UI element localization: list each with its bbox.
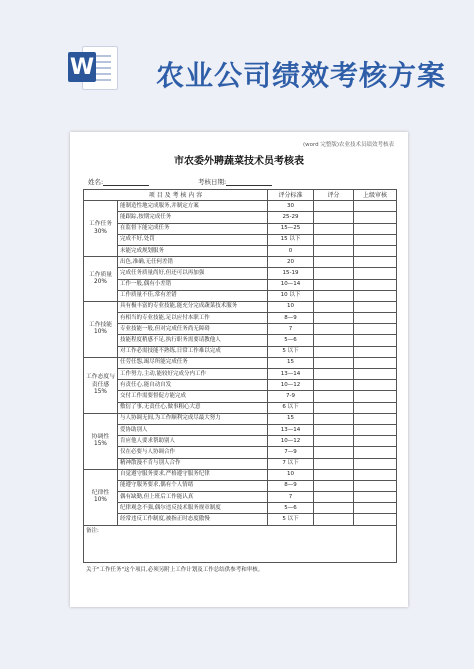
word-app-icon: W [68, 44, 118, 90]
table-row [84, 480, 397, 491]
score-cell [314, 313, 354, 324]
table-row [84, 313, 397, 324]
standard-cell: 0 [268, 245, 314, 256]
table-row [84, 290, 397, 301]
category-cell: 工作态度与责任感 15% [84, 357, 118, 413]
table-row [84, 201, 397, 212]
score-cell [314, 424, 354, 435]
score-cell [314, 413, 354, 424]
criteria-cell: 肯应他人要求帮助别人 [118, 436, 268, 447]
score-cell [314, 391, 354, 402]
criteria-cell: 出色,准确,无任何差错 [118, 257, 268, 268]
criteria-cell: 完成不好,处罚 [118, 234, 268, 245]
table-row [84, 436, 397, 447]
table-row [84, 447, 397, 458]
criteria-cell: 在监督下能完成任务 [118, 223, 268, 234]
table-row [84, 335, 397, 346]
header-score: 评分 [314, 190, 354, 201]
criteria-cell: 交付工作需要督促方能完成 [118, 391, 268, 402]
score-cell [314, 223, 354, 234]
table-row [84, 380, 397, 391]
header-review: 上级审核 [354, 190, 397, 201]
score-cell [314, 503, 354, 514]
standard-cell: 15—25 [268, 223, 314, 234]
standard-cell: 7—9 [268, 447, 314, 458]
table-row [84, 357, 397, 368]
score-cell [314, 369, 354, 380]
score-cell [314, 357, 354, 368]
assessment-table [83, 189, 397, 563]
table-row [84, 424, 397, 435]
table-row [84, 458, 397, 469]
review-cell [354, 413, 397, 424]
criteria-cell: 工作努力,主动,能较好完成分内工作 [118, 369, 268, 380]
standard-cell: 6 以下 [268, 402, 314, 413]
criteria-cell: 完成任务质量尚好,但还可以再加强 [118, 268, 268, 279]
criteria-cell: 技能程度稍感不足,执行职务需要请教他人 [118, 335, 268, 346]
review-cell [354, 234, 397, 245]
score-cell [314, 212, 354, 223]
table-row [84, 469, 397, 480]
review-cell [354, 201, 397, 212]
table-row [84, 514, 397, 525]
review-cell [354, 335, 397, 346]
review-cell [354, 402, 397, 413]
criteria-cell: 敷衍了事,无责任心,做事粗心大意 [118, 402, 268, 413]
score-cell [314, 268, 354, 279]
standard-cell: 7-9 [268, 391, 314, 402]
standard-cell: 5 以下 [268, 514, 314, 525]
review-cell [354, 458, 397, 469]
table-row [84, 369, 397, 380]
review-cell [354, 245, 397, 256]
standard-cell: 5—6 [268, 335, 314, 346]
criteria-cell: 自觉遵守服务要求,严格遵守服务纪律 [118, 469, 268, 480]
standard-cell: 10 以下 [268, 290, 314, 301]
score-cell [314, 234, 354, 245]
table-header [84, 190, 397, 201]
table-row [84, 492, 397, 503]
score-cell [314, 469, 354, 480]
review-cell [354, 391, 397, 402]
review-cell [354, 492, 397, 503]
standard-cell: 30 [268, 201, 314, 212]
criteria-cell: 与人协调无间,为工作顺利完成尽最大努力 [118, 413, 268, 424]
header-content: 项 目 及 考 核 内 容 [84, 190, 268, 201]
standard-cell: 5—6 [268, 503, 314, 514]
review-cell [354, 424, 397, 435]
standard-cell: 7 [268, 492, 314, 503]
date-field: 考核日期: [198, 177, 272, 186]
category-cell: 工作技能 10% [84, 301, 118, 357]
standard-cell: 8—9 [268, 480, 314, 491]
table-row [84, 245, 397, 256]
standard-cell: 8—9 [268, 313, 314, 324]
criteria-cell: 有相当的专业技能,足以应付本职工作 [118, 313, 268, 324]
review-cell [354, 257, 397, 268]
banner [0, 0, 474, 110]
score-cell [314, 458, 354, 469]
criteria-cell: 能跟踪,按期完成任务 [118, 212, 268, 223]
score-cell [314, 335, 354, 346]
table-row [84, 279, 397, 290]
score-cell [314, 301, 354, 312]
review-cell [354, 223, 397, 234]
standard-cell: 13—14 [268, 369, 314, 380]
category-cell: 协调性 15% [84, 413, 118, 469]
review-cell [354, 447, 397, 458]
standard-cell: 7 [268, 324, 314, 335]
criteria-cell: 专业技能一般,但对完成任务尚无障碍 [118, 324, 268, 335]
review-cell [354, 212, 397, 223]
table-row [84, 268, 397, 279]
review-cell [354, 290, 397, 301]
header-standard: 评分标准 [268, 190, 314, 201]
criteria-cell: 对工作必需技能不熟练,日常工作难以完成 [118, 346, 268, 357]
score-cell [314, 346, 354, 357]
review-cell [354, 301, 397, 312]
table-row [84, 301, 397, 312]
table-row [84, 234, 397, 245]
criteria-cell: 能制造性地完成服务,并制定方案 [118, 201, 268, 212]
criteria-cell: 爱协助别人 [118, 424, 268, 435]
standard-cell: 13—14 [268, 424, 314, 435]
standard-cell: 5 以下 [268, 346, 314, 357]
score-cell [314, 492, 354, 503]
criteria-cell: 工作一般,偶有小差错 [118, 279, 268, 290]
score-cell [314, 201, 354, 212]
footer-note: 关于"工作任务"这个项目,必须另附上工作计划及工作总结供参考和审核。 [86, 567, 264, 573]
table-row [84, 212, 397, 223]
score-cell [314, 245, 354, 256]
standard-cell: 10 [268, 469, 314, 480]
table-row [84, 391, 397, 402]
criteria-cell: 任劳任怨,竭尽所能完成任务 [118, 357, 268, 368]
table-row [84, 346, 397, 357]
review-cell [354, 503, 397, 514]
standard-cell: 10—12 [268, 436, 314, 447]
score-cell [314, 279, 354, 290]
standard-cell: 20 [268, 257, 314, 268]
criteria-cell: 偶有缺勤,但上班后工作能认真 [118, 492, 268, 503]
criteria-cell: 有责任心,能自动自发 [118, 380, 268, 391]
criteria-cell: 精神散漫不肯与别人合作 [118, 458, 268, 469]
document-title: 市农委外聘蔬菜技术员考核表 [174, 156, 304, 167]
name-field: 姓名: [88, 177, 149, 186]
document-small-header: (word 完整版)农业技术员绩效考核表 [302, 142, 394, 148]
score-cell [314, 480, 354, 491]
standard-cell: 15-19 [268, 268, 314, 279]
review-cell [354, 346, 397, 357]
standard-cell: 25-29 [268, 212, 314, 223]
banner-title: 农业公司绩效考核方案 [156, 59, 447, 92]
score-cell [314, 436, 354, 447]
review-cell [354, 369, 397, 380]
standard-cell: 10—12 [268, 380, 314, 391]
score-cell [314, 447, 354, 458]
review-cell [354, 514, 397, 525]
standard-cell: 10 [268, 301, 314, 312]
table-row [84, 503, 397, 514]
standard-cell: 10—14 [268, 279, 314, 290]
review-cell [354, 279, 397, 290]
table-row [84, 223, 397, 234]
review-cell [354, 469, 397, 480]
standard-cell: 7 以下 [268, 458, 314, 469]
criteria-cell: 未能完成规划服务 [118, 245, 268, 256]
category-cell: 工作质量 20% [84, 257, 118, 302]
note-row [84, 525, 397, 562]
score-cell [314, 402, 354, 413]
criteria-cell: 能遵守服务要求,偶有个人情绪 [118, 480, 268, 491]
review-cell [354, 380, 397, 391]
review-cell [354, 436, 397, 447]
table-row [84, 402, 397, 413]
score-cell [314, 324, 354, 335]
category-cell: 工作任务 30% [84, 201, 118, 257]
table-row [84, 257, 397, 268]
category-cell: 纪律性 10% [84, 469, 118, 525]
document-page [70, 132, 408, 607]
score-cell [314, 380, 354, 391]
criteria-cell: 工作质量不佳,常有差错 [118, 290, 268, 301]
criteria-cell: 具有极丰富的专业技能,能充分完成蔬菜技术服务 [118, 301, 268, 312]
review-cell [354, 268, 397, 279]
criteria-cell: 仅在必要与人协调合作 [118, 447, 268, 458]
score-cell [314, 257, 354, 268]
note-cell: 备注: [84, 525, 397, 562]
review-cell [354, 480, 397, 491]
score-cell [314, 290, 354, 301]
table-row [84, 413, 397, 424]
score-cell [314, 514, 354, 525]
standard-cell: 15 [268, 357, 314, 368]
review-cell [354, 324, 397, 335]
table-row [84, 324, 397, 335]
review-cell [354, 357, 397, 368]
criteria-cell: 经常违反工作制度,被指正时态度傲慢 [118, 514, 268, 525]
criteria-cell: 纪律观念不强,偶尔违反技术服务规章制度 [118, 503, 268, 514]
standard-cell: 15 [268, 413, 314, 424]
review-cell [354, 313, 397, 324]
standard-cell: 15 以下 [268, 234, 314, 245]
